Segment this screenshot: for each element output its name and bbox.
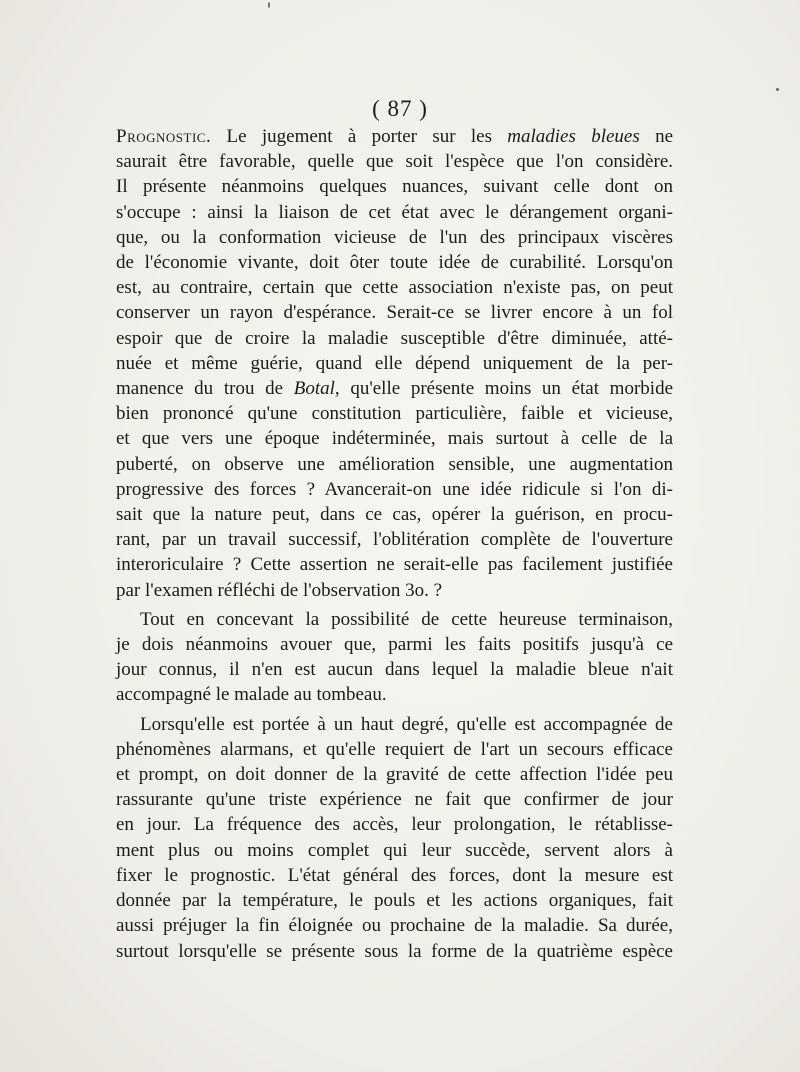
section-heading: Prognostic.: [116, 126, 212, 147]
text-line: Lorsqu'elle est portée à un haut degré, qu'elle est accompagnée de: [140, 713, 673, 735]
page-speck: [268, 2, 270, 8]
text-line: que, ou la conformation vicieuse de l'un des principaux viscères: [116, 226, 673, 248]
text-line: Prognostic. Le jugement à porter sur les maladies bleues ne: [116, 126, 673, 147]
page-speck: [776, 88, 779, 91]
text-line: rassurante qu'une triste expérience ne fait que confirmer de jour: [116, 789, 673, 811]
emphasis: maladies bleues: [507, 126, 640, 147]
text-line: conserver un rayon d'espérance. Serait-ce se livrer encore à un fol: [116, 302, 673, 324]
text-line: Il présente néanmoins quelques nuances, suivant celle dont on: [116, 176, 673, 198]
text-line: et prompt, on doit donner de la gravité de cette affection l'idée peu: [116, 764, 673, 786]
paragraph-terminaison: [116, 607, 673, 708]
text-line: par l'examen réfléchi de l'observation 3o. ?: [116, 579, 443, 601]
text-line: sait que la nature peut, dans ce cas, opérer la guérison, en procu-: [116, 504, 673, 526]
text-line: et que vers une époque indéterminée, mais surtout à celle de la: [116, 428, 673, 450]
text-line: accompagné le malade au tombeau.: [116, 684, 387, 706]
text-line: je dois néanmoins avouer que, parmi les faits positifs jusqu'à ce: [116, 634, 673, 656]
paragraph-prognostic: [116, 124, 673, 603]
body-text: [116, 124, 673, 964]
text-line: interoriculaire ? Cette assertion ne serait-elle pas facilement justifiée: [116, 554, 673, 576]
text-line: espoir que de croire la maladie susceptible d'être diminuée, atté-: [116, 327, 673, 349]
emphasis: Botal: [293, 378, 335, 400]
text-line: manence du trou de Botal, qu'elle présente moins un état morbide: [116, 378, 673, 400]
text-line: fixer le prognostic. L'état général des forces, dont la mesure est: [116, 864, 673, 886]
text-line: surtout lorsqu'elle se présente sous la forme de la quatrième espèce: [116, 940, 673, 962]
text-line: s'occupe : ainsi la liaison de cet état avec le dérangement organi-: [116, 201, 673, 223]
text-line: de l'économie vivante, doit ôter toute idée de curabilité. Lorsqu'on: [116, 252, 673, 274]
text-line: nuée et même guérie, quand elle dépend uniquement de la per-: [116, 352, 673, 374]
text-line: puberté, on observe une amélioration sensible, une augmentation: [116, 453, 673, 475]
text-line: progressive des forces ? Avancerait-on une idée ridicule si l'on di-: [116, 478, 673, 500]
text-line: phénomènes alarmans, et qu'elle requiert de l'art un secours efficace: [116, 738, 673, 760]
paragraph-gravite: [116, 712, 673, 964]
text-line: en jour. La fréquence des accès, leur prolongation, le rétablisse-: [116, 814, 673, 836]
text-line: rant, par un travail successif, l'oblitération complète de l'ouverture: [116, 529, 673, 551]
text-line: donnée par la température, le pouls et les actions organiques, fait: [116, 890, 673, 912]
text-line: aussi préjuger la fin éloignée ou prochaine de la maladie. Sa durée,: [116, 915, 673, 937]
text-line: ment plus ou moins complet qui leur succède, servent alors à: [116, 839, 673, 861]
text-line: est, au contraire, certain que cette association n'existe pas, on peut: [116, 277, 673, 299]
text-line: bien prononcé qu'une constitution particulière, faible et vicieuse,: [116, 403, 673, 425]
page-number: ( 87 ): [372, 96, 428, 121]
text-line: jour connus, il n'en est aucun dans lequel la maladie bleue n'ait: [116, 659, 673, 681]
text-line: Tout en concevant la possibilité de cette heureuse terminaison,: [140, 608, 673, 630]
text-line: saurait être favorable, quelle que soit l'espèce que l'on considère.: [116, 151, 673, 173]
